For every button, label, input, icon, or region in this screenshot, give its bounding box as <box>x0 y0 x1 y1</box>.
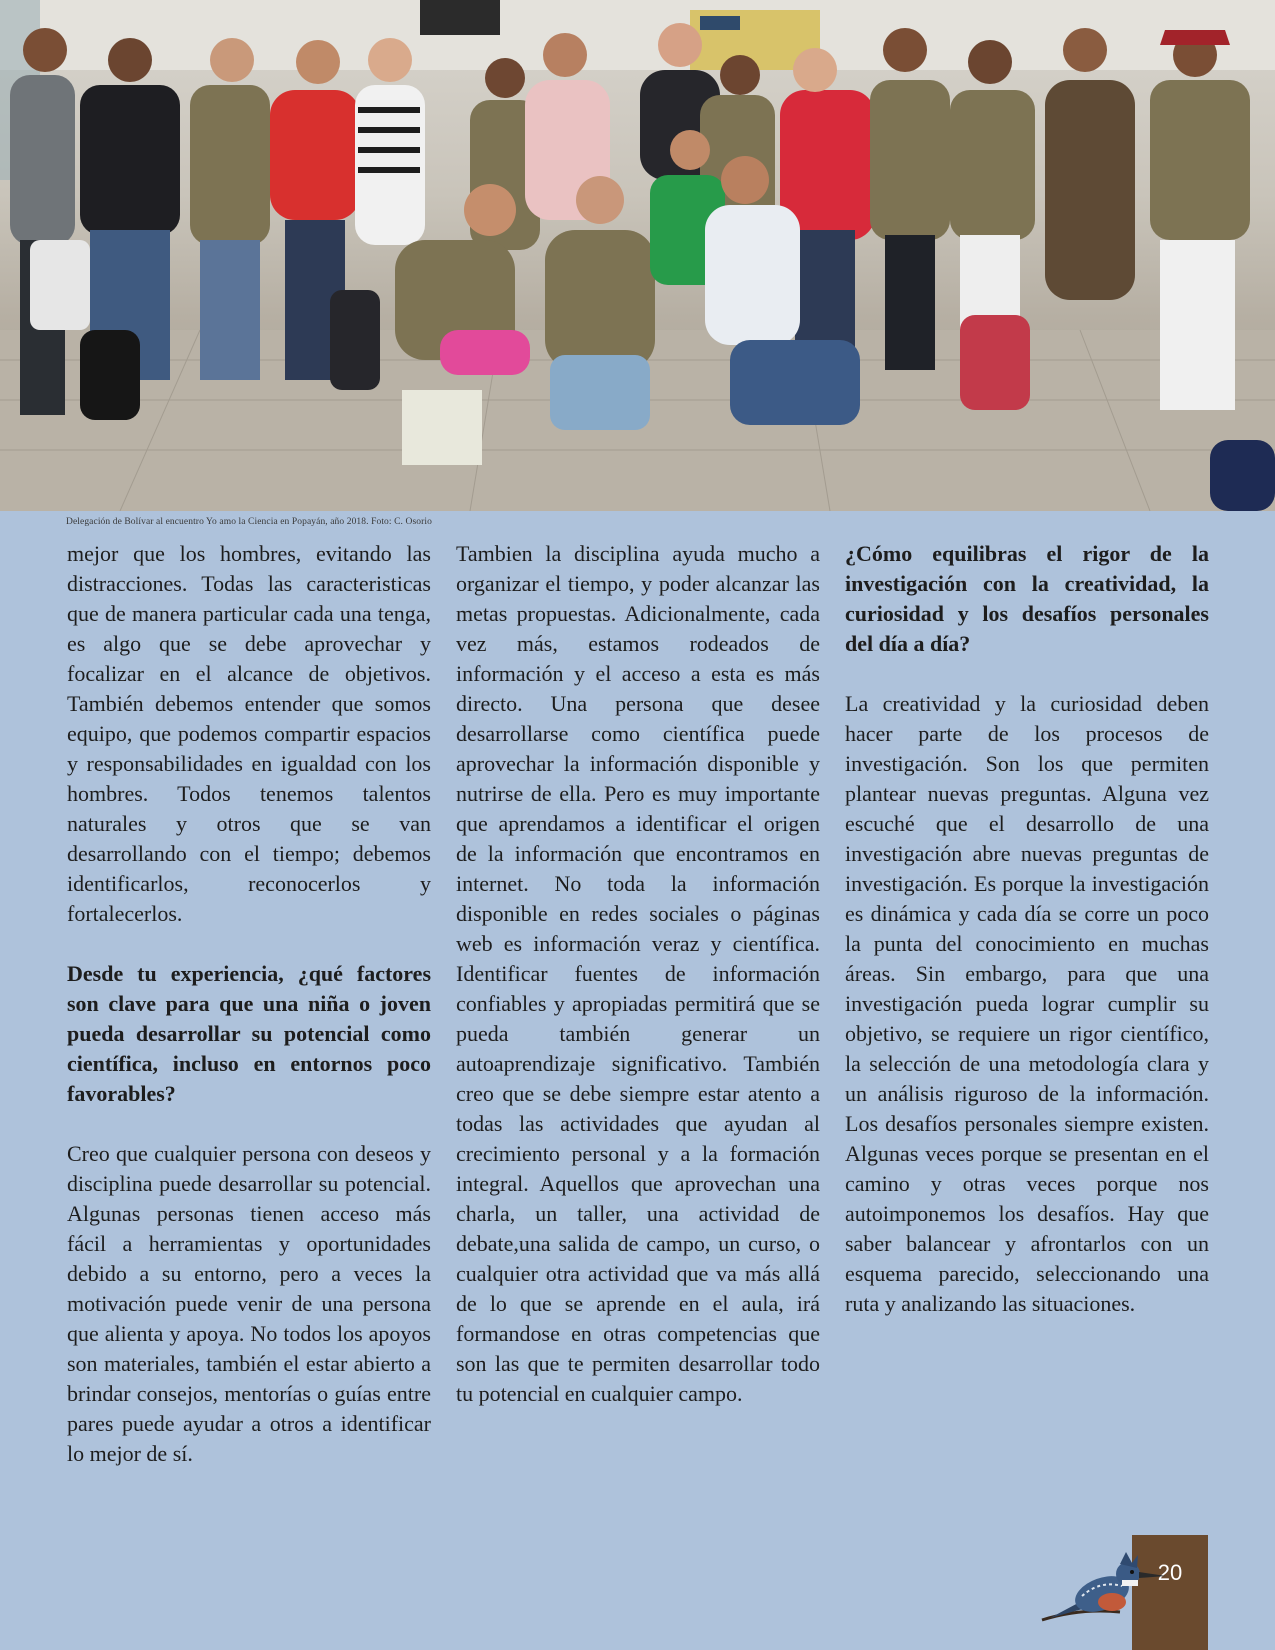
question-heading: ¿Cómo equilibras el rigor de la investigación con la creatividad, la curiosidad y los desafíos personales del día a día? <box>845 541 1209 656</box>
text-column-1 <box>67 539 431 1499</box>
paragraph: La creatividad y la curiosidad deben hacer parte de los procesos de investigación. Son los que permiten plantear nuevas preguntas. Alguna vez escuché que el desarrollo de una investigación abre nuevas preguntas de investigación. Es porque la investigación es dinámica y cada día se corre un poco la punta del conocimiento en muchas áreas. Sin embargo, para que una investigación pueda lograr cumplir su objetivo, se requiere un rigor científico, la selección de una metodología clara y un análisis riguroso de la información. Los desafíos personales siempre existen. Algunas veces porque se presentan en el camino y otras veces porque nos autoimponemos los desafíos. Hay que saber balancear y afrontarlos con un esquema parecido, seleccionando una ruta y analizando las situaciones. <box>845 691 1209 1316</box>
question-heading: Desde tu experiencia, ¿qué factores son clave para que una niña o joven pueda desarrollar su potencial como científica, incluso en entornos poco favorables? <box>67 961 431 1106</box>
group-photo-illustration <box>0 0 1275 511</box>
kingfisher-icon <box>1040 1530 1170 1625</box>
page-number: 20 <box>1157 1560 1183 1585</box>
photo-caption: Delegación de Bolívar al encuentro Yo amo la Ciencia en Popayán, año 2018. Foto: C. Osorio <box>66 517 432 527</box>
paragraph: Tambien la disciplina ayuda mucho a organizar el tiempo, y poder alcanzar las metas propuestas. Adicionalmente, cada vez más, estamos rodeados de información y el acceso a esta es más directo. Una persona que desee desarrollarse como científica puede aprovechar la información disponible y nutrirse de ella. Pero es muy importante que aprendamos a identificar el origen de la información que encontramos en internet. No toda la información disponible en redes sociales o páginas web es información veraz y científica. Identificar fuentes de información confiables y apropiadas permitirá que se pueda también generar un autoaprendizaje significativo. También creo que se debe siempre estar atento a todas las actividades que ayudan al crecimiento personal y a la formación integral. Aquellos que aprovechan una charla, un taller, una actividad de debate,una salida de campo, un curso, o cualquier otra actividad que va más allá de lo que se aprende en el aula, irá formandose en otras competencias que son las que te permiten desarrollar todo tu potencial en cualquier campo. <box>456 541 820 1406</box>
paragraph: Creo que cualquier persona con deseos y disciplina puede desarrollar su potencial. Algunas personas tienen acceso más fácil a herramientas y oportunidades debido a su entorno, pero a veces la motivación puede venir de una persona que alienta y apoya. No todos los apoyos son materiales, también el estar abierto a brindar consejos, mentorías o guías entre pares puede ayudar a otros a identificar lo mejor de sí. <box>67 1141 431 1466</box>
text-column-3 <box>845 539 1209 1349</box>
group-photo <box>0 0 1275 511</box>
text-column-2 <box>456 539 820 1439</box>
paragraph: mejor que los hombres, evitando las distracciones. Todas las caracteristicas que de manera particular cada una tenga, es algo que se debe aprovechar y focalizar en el alcance de objetivos. También debemos entender que somos equipo, que podemos compartir espacios y responsabilidades en igualdad con los hombres. Todos tenemos talentos naturales y otros que se van desarrollando con el tiempo; debemos identificarlos, reconocerlos y fortalecerlos. <box>67 541 431 926</box>
